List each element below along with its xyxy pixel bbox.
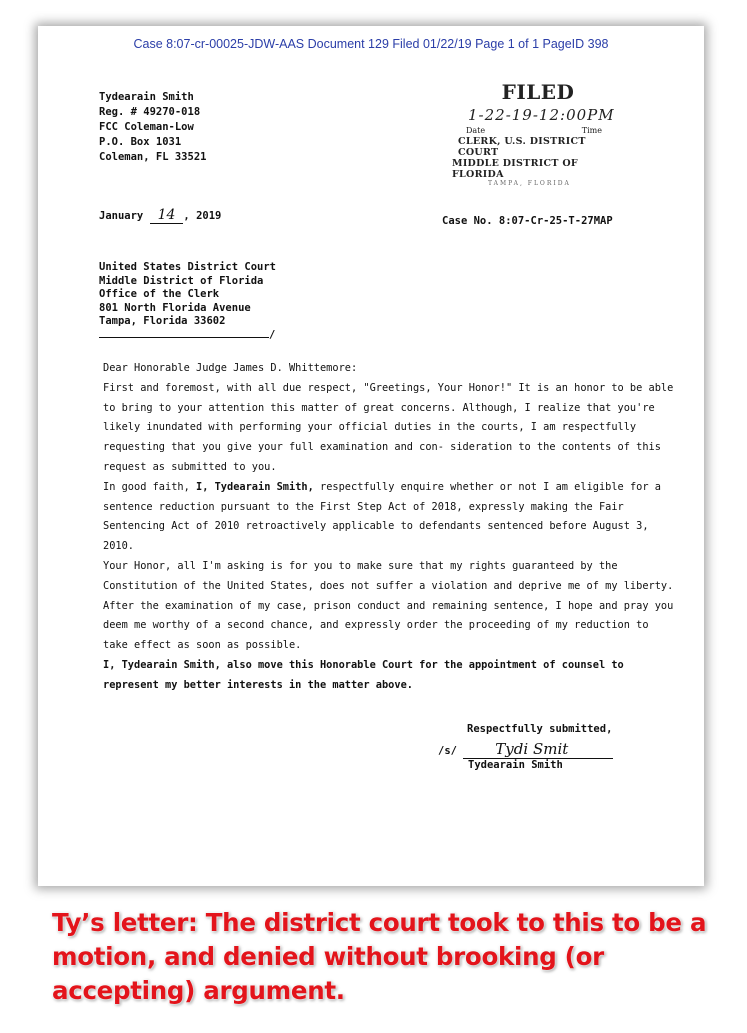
letter-date: [99, 207, 221, 223]
paragraph-2: [103, 478, 678, 557]
date-day: 14: [150, 207, 184, 224]
filed-district: MIDDLE DISTRICT OF FLORIDA: [452, 158, 578, 180]
document-page: [38, 26, 704, 886]
paragraph-4: I, Tydearain Smith, also move this Honorable Court for the appointment of counsel to represent my better interests in the matter above.: [103, 658, 624, 691]
closing: Respectfully submitted,: [467, 723, 613, 735]
filed-clerk: CLERK, U.S. DISTRICT COURT: [458, 136, 586, 158]
signature-prefix: /s/: [438, 745, 457, 757]
sender-facility: FCC Coleman-Low: [99, 121, 194, 133]
date-month: January: [99, 210, 144, 222]
letter-body: [103, 359, 678, 696]
sender-address: [99, 90, 206, 165]
filed-handwritten-date: 1-22-19-12:00PM: [468, 106, 615, 124]
paragraph-1: First and foremost, with all due respect, "Greetings, Your Honor!" It is an honor to be able to bring to your attention this matter of great concerns. Although, I realize that you're likely inundated with performing your official duties in the courts, I am respectfully requesting that you give your full examination and con- sideration to the contents of this request as submitted to you.: [103, 381, 674, 473]
paragraph-2-intro: In good faith,: [103, 480, 196, 493]
signature-name: Tydearain Smith: [468, 759, 563, 771]
sender-reg: Reg. # 49270-018: [99, 106, 201, 118]
recipient-line: Tampa, Florida 33602: [99, 315, 226, 327]
sender-box: P.O. Box 1031: [99, 136, 182, 148]
salutation: Dear Honorable Judge James D. Whittemore:: [103, 362, 358, 374]
filed-date-label: Date: [466, 126, 486, 135]
filed-time-label: Time: [581, 126, 602, 135]
filed-title: FILED: [501, 80, 575, 104]
recipient-address: [99, 261, 276, 342]
paragraph-3: Your Honor, all I'm asking is for you to make sure that my rights guaranteed by the Constitution of the United States, does not suffer a violation and deprive me of my liberty. After the examination of my case, prison conduct and remaining sentence, I hope and pray you deem me worthy of a second chance, and expressly order the proceeding of my reduction to take effect as soon as possible.: [103, 559, 674, 652]
address-slash: /: [269, 328, 276, 341]
signature-line: [438, 740, 613, 759]
paragraph-2-text: respectfully enquire whether or not I am eligible for a sentence reduction pursuant to the First Step Act of 2018, expressly making the Fair Sentencing Act of 2010 retroactively applicable to defendants sentenced before August 3, 2010.: [103, 480, 661, 553]
recipient-line: 801 North Florida Avenue: [99, 301, 251, 314]
address-rule: [99, 337, 269, 338]
image-caption: Ty’s letter: The district court took to this to be a motion, and denied without brooking (or accepting) argument.: [52, 908, 707, 1005]
sender-city: Coleman, FL 33521: [99, 151, 207, 163]
paragraph-2-name: I, Tydearain Smith,: [196, 480, 314, 493]
recipient-line: Office of the Clerk: [99, 288, 220, 300]
sender-name: Tydearain Smith: [99, 91, 194, 103]
filed-city: TAMPA, FLORIDA: [488, 180, 571, 187]
case-number: Case No. 8:07-Cr-25-T-27MAP: [442, 215, 613, 227]
filed-stamp: [448, 80, 628, 187]
court-header-stamp: Case 8:07-cr-00025-JDW-AAS Document 129 Filed 01/22/19 Page 1 of 1 PageID 398: [133, 37, 609, 51]
recipient-line: United States District Court: [99, 261, 277, 273]
date-year: , 2019: [183, 210, 222, 222]
handwritten-signature: Tydi Smit: [463, 740, 613, 759]
recipient-line: Middle District of Florida: [99, 274, 264, 287]
